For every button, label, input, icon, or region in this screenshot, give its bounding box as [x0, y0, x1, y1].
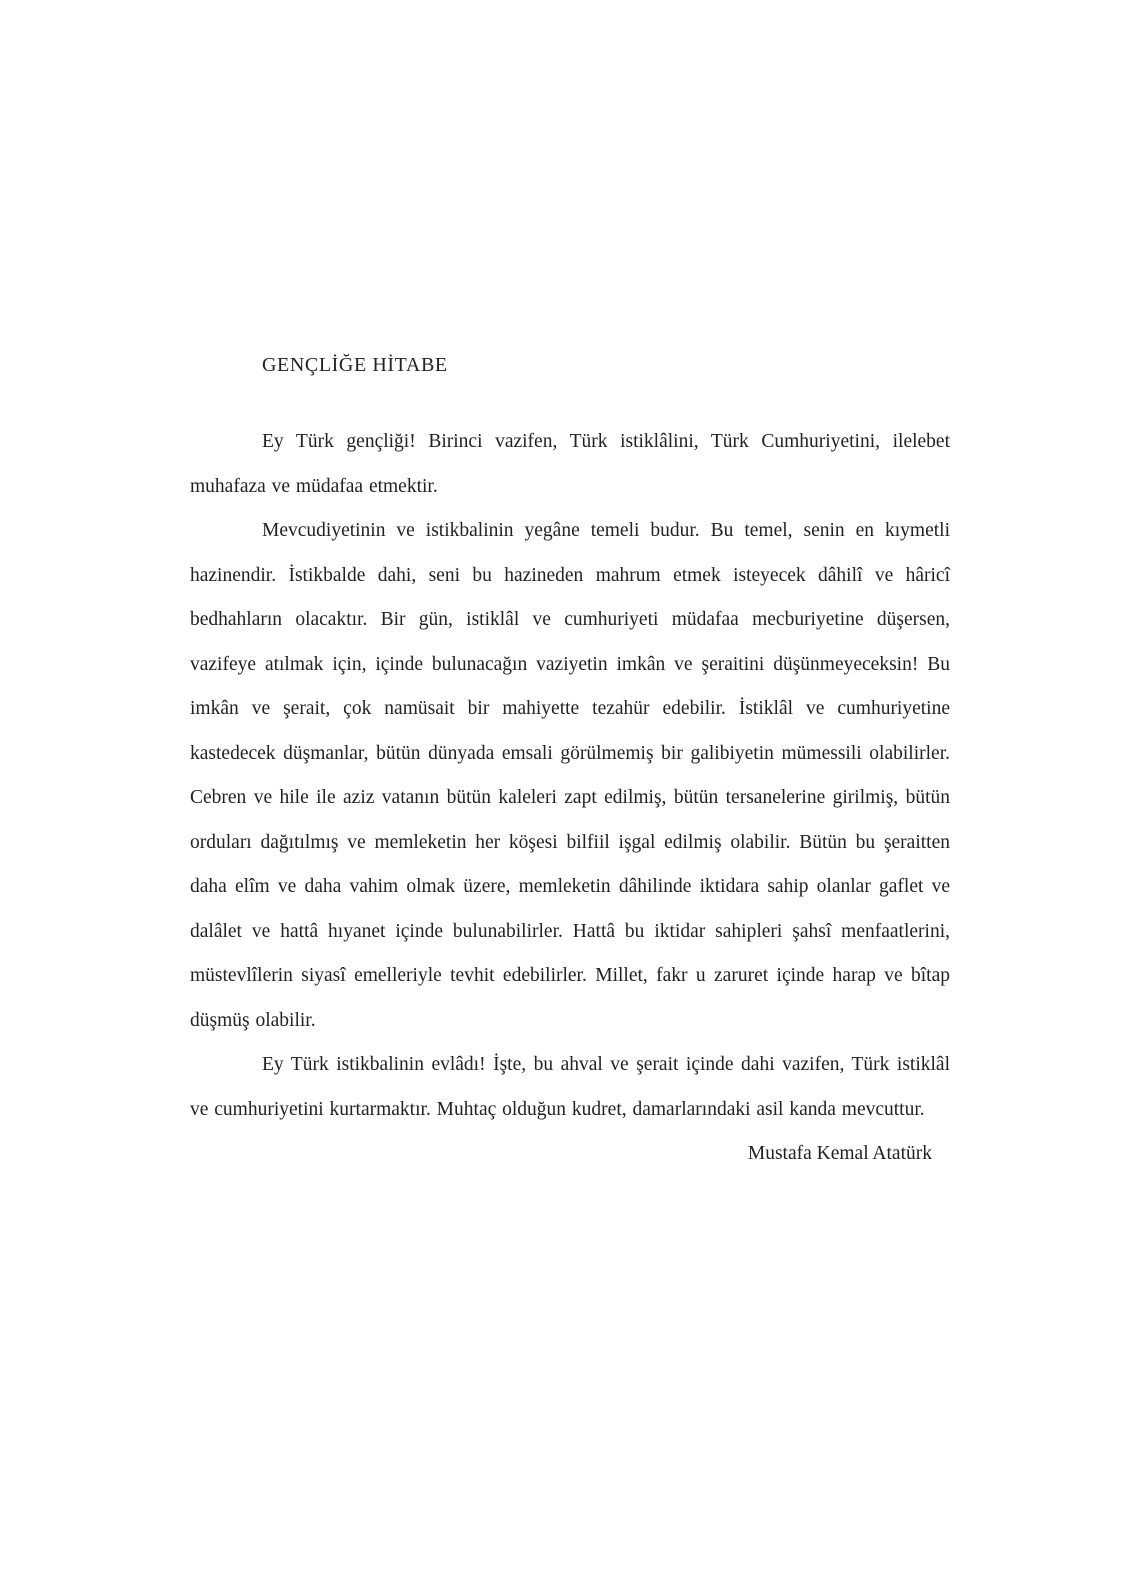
paragraph-body: Mevcudiyetinin ve istikbalinin yegâne temeli budur. Bu temel, senin en kıymetli hazinendir. İstikbalde dahi, seni bu hazineden mahrum etmek isteyecek dâhilî ve hâricî bedhahların olacaktır. Bir gün, istiklâl ve cumhuriyeti müdafaa mecburiyetine düşersen, vazifeye atılmak için, içinde bulunacağın vaziyetin imkân ve şeraitini düşünmeyeceksin! Bu imkân ve şerait, çok namüsait bir mahiyette tezahür edebilir. İstiklâl ve cumhuriyetine kastedecek düşmanlar, bütün dünyada emsali görülmemiş bir galibiyetin mümessili olabilirler. Cebren ve hile ile aziz vatanın bütün kaleleri zapt edilmiş, bütün tersanelerine girilmiş, bütün orduları dağıtılmış ve memleketin her köşesi bilfiil işgal edilmiş olabilir. Bütün bu şeraitten daha elîm ve daha vahim olmak üzere, memleketin dâhilinde iktidara sahip olanlar gaflet ve dalâlet ve hattâ hıyanet içinde bulunabilirler. Hattâ bu iktidar sahipleri şahsî menfaatlerini, müstevlîlerin siyasî emelleriyle tevhit edebilirler. Millet, fakr u zaruret içinde harap ve bîtap düşmüş olabilir.: [190, 520, 950, 1031]
paragraph-opening: Ey Türk gençliği! Birinci vazifen, Türk istiklâlini, Türk Cumhuriyetini, ilelebet muhafaza ve müdafaa etmektir.: [190, 431, 950, 497]
signature: Mustafa Kemal Atatürk: [747, 1143, 932, 1164]
document-title: GENÇLİĞE HİTABE: [262, 354, 448, 376]
paragraph-closing: Ey Türk istikbalinin evlâdı! İşte, bu ahval ve şerait içinde dahi vazifen, Türk istiklâl ve cumhuriyetini kurtarmaktır. Muhtaç olduğun kudret, damarlarındaki asil kanda mevcuttur.: [190, 1054, 950, 1120]
